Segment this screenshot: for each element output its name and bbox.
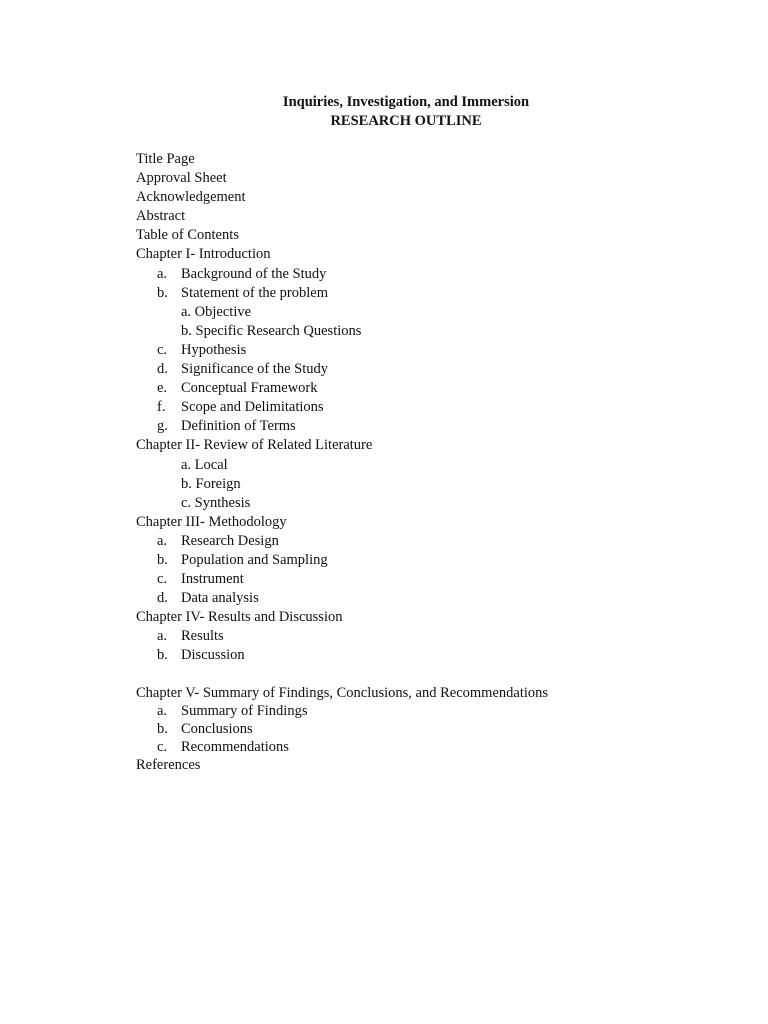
chapter-1-item [136,341,736,360]
chapter-4-item [136,627,736,646]
chapter-4-item [136,646,736,665]
course-title: Inquiries, Investigation, and Immersion [282,94,530,110]
item-marker: b. [157,647,168,664]
item-label: Hypothesis [181,341,247,358]
chapter-5-title: Chapter V- Summary of Findings, Conclusions, and Recommendations [136,684,549,701]
item-marker: g. [157,418,168,435]
chapter-3-item [136,589,736,608]
item-label: Scope and Delimitations [181,399,324,416]
chapter-2-subitem: c. Synthesis [181,494,251,511]
chapter-1-item [136,284,736,303]
outline-item-approval-sheet: Approval Sheet [136,170,227,187]
chapter-1-item [136,398,736,417]
chapter-5-item [136,738,736,756]
chapter-1-item [136,417,736,436]
item-label: Definition of Terms [181,418,296,435]
chapter-1-item [136,265,736,284]
item-label: Conclusions [181,720,253,737]
outline-item-title-page: Title Page [136,151,195,167]
item-marker: d. [157,590,168,607]
item-label: Statement of the problem [181,284,328,301]
item-label: Instrument [181,571,244,588]
chapter-5-item [136,702,736,720]
chapter-1-title: Chapter I- Introduction [136,246,271,263]
item-label: Results [181,628,224,645]
chapter-4-title: Chapter IV- Results and Discussion [136,609,343,626]
item-marker: b. [157,284,168,301]
item-marker: c. [157,738,168,755]
chapter-3-item [136,532,736,551]
item-label: Research Design [181,532,279,549]
item-marker: e. [157,380,168,397]
item-label: Recommendations [181,738,289,755]
item-marker: c. [157,571,168,588]
chapter-3-item [136,551,736,570]
item-marker: b. [157,551,168,568]
item-marker: a. [157,628,168,645]
blank-line [136,666,736,684]
chapter-1-item [136,379,736,398]
document-header [0,93,768,131]
item-marker: c. [157,341,168,358]
item-label: Discussion [181,647,245,664]
chapter-5-item [136,720,736,738]
item-marker: a. [157,702,168,719]
item-marker: a. [157,265,168,282]
item-marker: a. [157,532,168,549]
chapter-2-title: Chapter II- Review of Related Literature [136,437,373,454]
outline-title: RESEARCH OUTLINE [330,113,482,129]
item-marker: f. [157,399,166,416]
outline-item-acknowledgement: Acknowledgement [136,189,246,206]
outline-item-abstract: Abstract [136,208,186,225]
item-marker: b. [157,720,168,737]
item-marker: d. [157,361,168,378]
item-label: Background of the Study [181,265,327,282]
problem-subitem: b. Specific Research Questions [181,322,362,339]
chapter-3-title: Chapter III- Methodology [136,513,287,530]
problem-subitem: a. Objective [181,303,252,320]
chapter-3-item [136,570,736,589]
chapter-2-subitem: b. Foreign [181,475,241,492]
item-label: Data analysis [181,590,259,607]
chapter-1-item [136,360,736,379]
chapter-2-subitem: a. Local [181,456,228,473]
outline-item-references: References [136,756,201,773]
item-label: Population and Sampling [181,551,328,568]
outline-item-table-of-contents: Table of Contents [136,227,239,244]
item-label: Conceptual Framework [181,380,318,397]
item-label: Significance of the Study [181,361,328,378]
research-outline [136,150,736,774]
item-label: Summary of Findings [181,702,308,719]
